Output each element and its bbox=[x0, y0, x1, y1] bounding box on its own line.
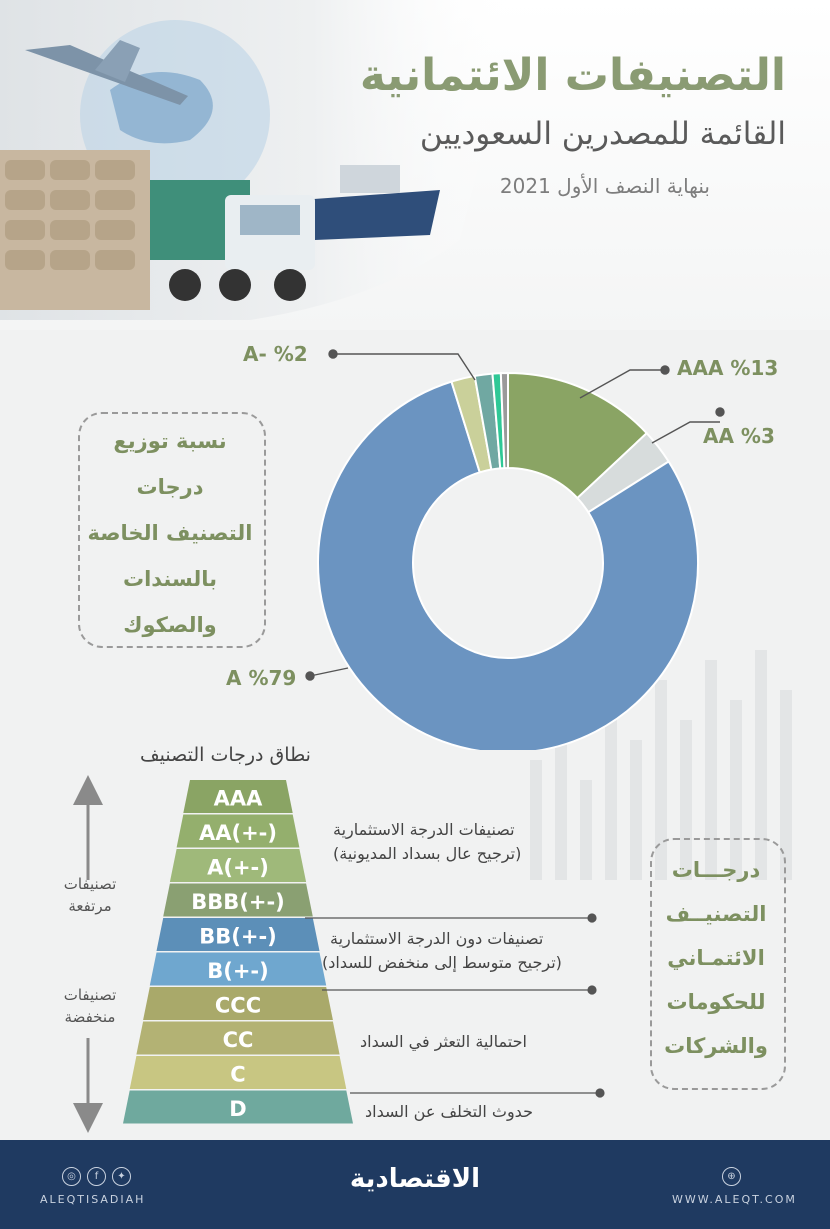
page-subtitle: القائمة للمصدرين السعوديين bbox=[419, 116, 786, 152]
web-icon[interactable]: ⊕ bbox=[722, 1167, 741, 1186]
ratings-note bbox=[650, 848, 782, 1068]
separator-dot bbox=[588, 986, 596, 994]
pyramid-level-label: CC bbox=[222, 1027, 254, 1052]
side-label-line: تصنيفات bbox=[63, 875, 117, 893]
pyramid-level-label: CCC bbox=[214, 993, 262, 1018]
website-link[interactable]: WWW.ALEQT.COM bbox=[672, 1193, 797, 1206]
slice-label-a-minus: A- %2 bbox=[243, 342, 308, 366]
note-line: والصكوك bbox=[123, 613, 217, 637]
side-label-line: منخفضة bbox=[64, 1008, 116, 1026]
leader-dot-a-minus bbox=[329, 350, 337, 358]
pyramid-level-label: BBB(+-) bbox=[191, 889, 285, 914]
note-line: بالسندات bbox=[122, 567, 218, 591]
desc-investment-grade: تصنيفات الدرجة الاستثمارية bbox=[333, 820, 515, 839]
note-line: نسبة توزيع bbox=[113, 429, 227, 453]
note-line: والشركات bbox=[664, 1034, 768, 1058]
side-label-low bbox=[50, 984, 130, 1028]
pyramid-level-label: B(+-) bbox=[207, 958, 269, 983]
leader-a bbox=[310, 668, 348, 676]
pyramid-level-label: AAA bbox=[213, 786, 263, 811]
facebook-icon[interactable]: f bbox=[87, 1167, 106, 1186]
leader-dot-aa bbox=[716, 408, 724, 416]
note-line: التصنيــف bbox=[665, 902, 767, 926]
pyramid-level-label: A(+-) bbox=[207, 855, 269, 880]
side-label-line: تصنيفات bbox=[63, 986, 117, 1004]
brand-logo: الاقتصادية bbox=[349, 1164, 481, 1194]
slice-label-a: A %79 bbox=[226, 666, 297, 690]
social-handle[interactable]: ALEQTISADIAH bbox=[40, 1193, 146, 1206]
period-label: بنهاية النصف الأول 2021 bbox=[499, 174, 710, 198]
desc-default: حدوث التخلف عن السداد bbox=[365, 1102, 533, 1121]
scale-title: نطاق درجات التصنيف bbox=[140, 744, 311, 766]
pyramid-level-label: C bbox=[230, 1062, 246, 1087]
desc-sub-investment: تصنيفات دون الدرجة الاستثمارية bbox=[330, 929, 544, 948]
pyramid-level-label: D bbox=[229, 1096, 247, 1121]
note-line: الائتمـاني bbox=[667, 946, 765, 970]
distribution-note bbox=[78, 418, 262, 648]
side-label-line: مرتفعة bbox=[68, 897, 112, 915]
instagram-icon[interactable]: ◎ bbox=[62, 1167, 81, 1186]
pyramid-level-label: BB(+-) bbox=[199, 924, 277, 949]
leader-dot-a bbox=[306, 672, 314, 680]
desc-sub-investment-note: (ترجيح متوسط إلى منخفض للسداد) bbox=[322, 953, 562, 972]
note-line: درجـــات bbox=[671, 858, 761, 882]
pyramid-level-label: AA(+-) bbox=[198, 820, 278, 845]
slice-label-aa: AA %3 bbox=[703, 424, 775, 448]
note-line: التصنيف الخاصة bbox=[87, 521, 253, 545]
desc-default-risk: احتمالية التعثر في السداد bbox=[360, 1032, 527, 1051]
twitter-icon[interactable]: ✦ bbox=[112, 1167, 131, 1186]
note-line: للحكومات bbox=[666, 990, 766, 1014]
separator-dot bbox=[596, 1089, 604, 1097]
desc-investment-grade-note: (ترجيح عال بسداد المديونية) bbox=[333, 844, 522, 863]
leader-dot-aaa bbox=[661, 366, 669, 374]
side-label-high bbox=[50, 873, 130, 917]
leader-a-minus bbox=[333, 354, 475, 380]
note-line: درجات bbox=[136, 475, 204, 499]
slice-label-aaa: AAA %13 bbox=[677, 356, 779, 380]
page-title: التصنيفات الائتمانية bbox=[359, 50, 786, 101]
separator-dot bbox=[588, 914, 596, 922]
